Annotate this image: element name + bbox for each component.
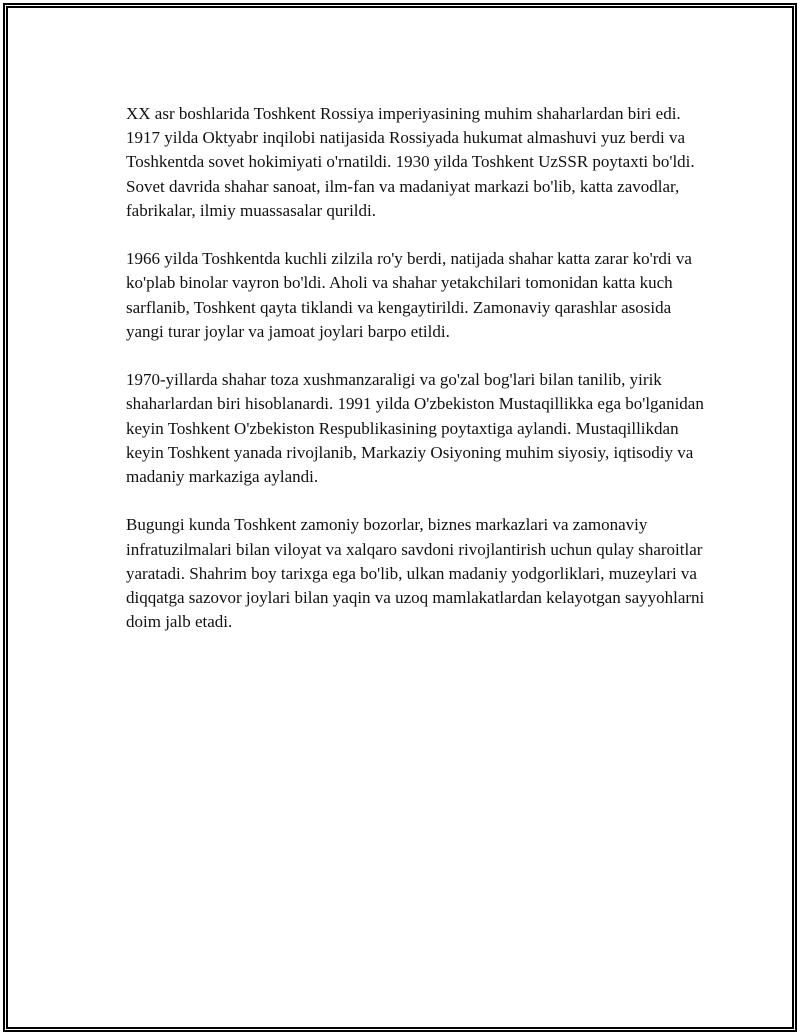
paragraph-3: 1970-yillarda shahar toza xushmanzaraligi va go'zal bog'lari bilan tanilib, yirik shaharlardan biri hisoblanardi. 1991 yilda O'zbekiston Mustaqillikka ega bo'lganidan keyin Toshkent O'zbekiston Respublikasining poytaxtiga aylandi. Mustaqillikdan keyin Toshkent yanada rivojlanib, Markaziy Osiyoning muhim siyosiy, iqtisodiy va madaniy markaziga aylandi. [126, 370, 704, 487]
page-frame [3, 3, 797, 1032]
paragraph-4: Bugungi kunda Toshkent zamoniy bozorlar, biznes markazlari va zamonaviy infratuzilmalari bilan viloyat va xalqaro savdoni rivojlantirish uchun qulay sharoitlar yaratadi. Shahrim boy tarixga ega bo'lib, ulkan madaniy yodgorliklari, muzeylari va diqqatga sazovor joylari bilan yaqin va uzoq mamlakatlardan kelayotgan sayyohlarni doim jalb etadi. [126, 515, 705, 632]
paragraph-2: 1966 yilda Toshkentda kuchli zilzila ro'y berdi, natijada shahar katta zarar ko'rdi va ko'plab binolar vayron bo'ldi. Aholi va shahar yetakchilari tomonidan katta kuch sarflanib, Toshkent qayta tiklandi va kengaytirildi. Zamonaviy qarashlar asosida yangi turar joylar va jamoat joylari barpo etildi. [126, 249, 692, 341]
paragraph-1: XX asr boshlarida Toshkent Rossiya imperiyasining muhim shaharlardan biri edi. 1917 yilda Oktyabr inqilobi natijasida Rossiyada hukumat almashuvi yuz berdi va Toshkentda sovet hokimiyati o'rnatildi. 1930 yilda Toshkent UzSSR poytaxti bo'ldi. Sovet davrida shahar sanoat, ilm-fan va madaniyat markazi bo'lib, katta zavodlar, fabrikalar, ilmiy muassasalar qurildi. [126, 104, 695, 220]
document-body [126, 102, 706, 659]
